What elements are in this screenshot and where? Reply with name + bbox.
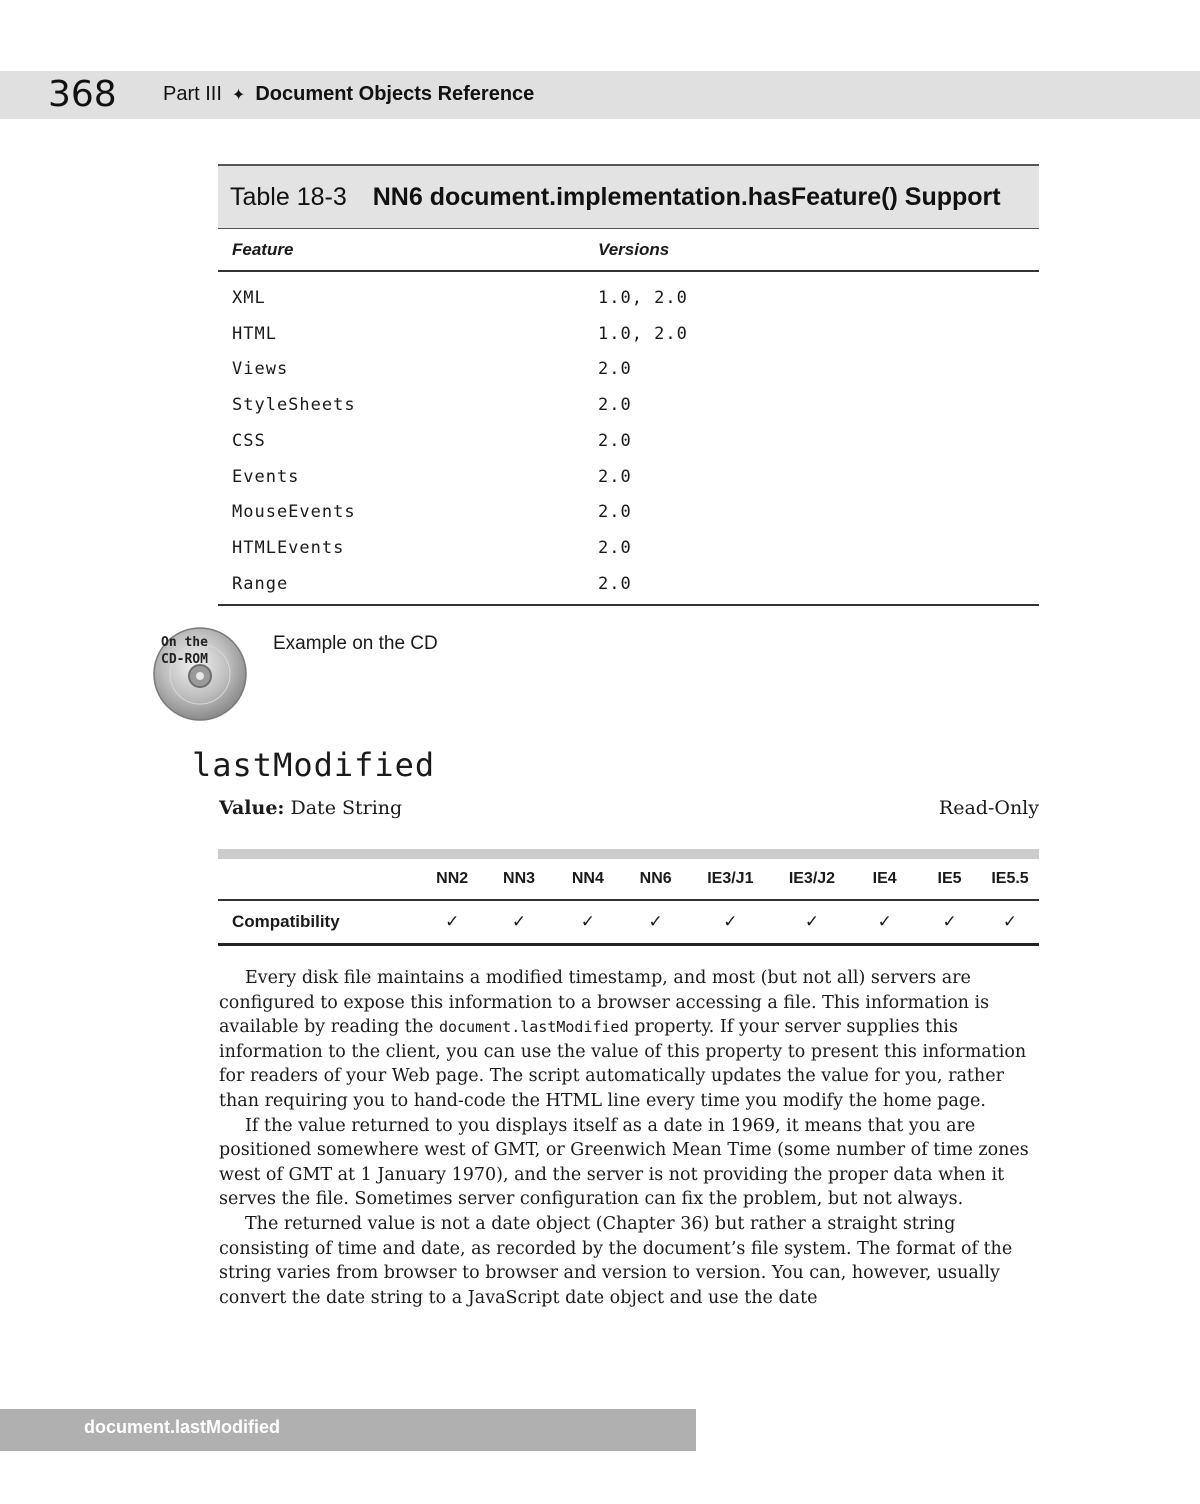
compat-data-row bbox=[218, 901, 1039, 946]
check-icon: ✓ bbox=[723, 912, 738, 931]
cd-icon-text-line2: CD-ROM bbox=[161, 652, 208, 667]
check-icon: ✓ bbox=[804, 912, 820, 931]
feature-cell: HTMLEvents bbox=[232, 538, 345, 559]
cd-rom-icon bbox=[152, 626, 248, 722]
body-text bbox=[219, 966, 1039, 1310]
table-title: NN6 document.implementation.hasFeature() Support bbox=[372, 182, 1001, 211]
check-icon: ✓ bbox=[580, 912, 595, 931]
section-title: Document Objects Reference bbox=[255, 83, 535, 105]
column-header-feature: Feature bbox=[232, 239, 294, 259]
versions-cell: 2.0 bbox=[598, 573, 632, 594]
versions-cell: 2.0 bbox=[598, 430, 632, 451]
browser-header: NN6 bbox=[639, 870, 672, 887]
browser-header: IE4 bbox=[872, 870, 897, 887]
feature-cell: StyleSheets bbox=[232, 395, 356, 416]
value-label: Value: bbox=[219, 797, 285, 819]
table-row bbox=[218, 423, 1039, 459]
compat-row-label: Compatibility bbox=[232, 912, 340, 931]
table-row bbox=[218, 459, 1039, 495]
browser-header: IE3/J2 bbox=[788, 870, 836, 887]
versions-cell: 2.0 bbox=[598, 395, 632, 416]
table-body bbox=[218, 272, 1039, 606]
versions-cell: 1.0, 2.0 bbox=[598, 323, 688, 344]
table-row bbox=[218, 316, 1039, 352]
table-caption bbox=[218, 164, 1039, 229]
table-number: Table 18-3 bbox=[230, 182, 347, 211]
paragraph-3: The returned value is not a date object (Chapter 36) but rather a straight string consisting of time and date, as recorded by the document’s file system. The format of the string varies from browser to browser and version to version. You can, however, usually convert the date string to a JavaScript date object and use the date bbox=[219, 1213, 1013, 1308]
p1-text-end: property. If your server supplies this information to the client, you can use the value of this property to present this information for readers of your Web page. The script automatically updates the value for you, rather than requiring you to hand-code the HTML line every time you modify the home page. bbox=[219, 1017, 1027, 1111]
table-header-row bbox=[218, 229, 1039, 272]
table-row bbox=[218, 280, 1039, 316]
check-icon: ✓ bbox=[942, 912, 957, 931]
paragraph-2: If the value returned to you displays itself as a date in 1969, it means that you are positioned somewhere west of GMT, or Greenwich Mean Time (some number of time zones west of GMT at 1 January 1970), and the server is not providing the proper data when it serves the file. Sometimes server configuration can fix the problem, but not always. bbox=[219, 1115, 1029, 1210]
part-label: Part III bbox=[163, 83, 222, 105]
feature-cell: Events bbox=[232, 466, 300, 487]
feature-cell: Range bbox=[232, 573, 289, 594]
browser-header: NN3 bbox=[503, 870, 536, 887]
feature-cell: Views bbox=[232, 359, 289, 380]
check-icon: ✓ bbox=[445, 912, 460, 931]
table-row bbox=[218, 495, 1039, 531]
feature-cell: HTML bbox=[232, 323, 277, 344]
value-line bbox=[219, 797, 402, 819]
browser-header: IE5 bbox=[937, 870, 962, 887]
browser-header: NN4 bbox=[571, 870, 604, 887]
inline-code: document.lastModified bbox=[438, 1018, 629, 1037]
access-mode: Read-Only bbox=[938, 797, 1039, 819]
versions-cell: 1.0, 2.0 bbox=[598, 287, 688, 308]
browser-header: IE3/J1 bbox=[707, 870, 754, 887]
table-row bbox=[218, 566, 1039, 602]
paragraph-1 bbox=[219, 966, 1039, 1114]
check-icon: ✓ bbox=[1002, 912, 1018, 931]
compat-top-bar bbox=[218, 849, 1039, 859]
feature-cell: CSS bbox=[232, 430, 266, 451]
footer-tab-label: document.lastModified bbox=[84, 1417, 281, 1437]
check-icon: ✓ bbox=[648, 912, 663, 931]
table-row bbox=[218, 352, 1039, 388]
browser-header: NN2 bbox=[436, 870, 469, 887]
value-type: Date String bbox=[290, 797, 403, 819]
check-icon: ✓ bbox=[877, 912, 892, 931]
column-header-versions: Versions bbox=[598, 239, 670, 259]
separator-icon: ✦ bbox=[231, 87, 246, 104]
table-row bbox=[218, 387, 1039, 423]
cd-icon-text-line1: On the bbox=[161, 635, 208, 650]
versions-cell: 2.0 bbox=[598, 538, 632, 559]
cd-example-label: Example on the CD bbox=[273, 633, 438, 654]
browser-header: IE5.5 bbox=[991, 870, 1029, 887]
property-heading: lastModified bbox=[192, 746, 436, 784]
versions-cell: 2.0 bbox=[598, 502, 632, 523]
table-row bbox=[218, 530, 1039, 566]
p1-text-start: Every disk file maintains a modified timestamp, and most (but not all) servers are configured to expose this information to a browser accessing a file. This information is available by reading the bbox=[219, 968, 990, 1038]
feature-table bbox=[218, 164, 1039, 606]
versions-cell: 2.0 bbox=[598, 466, 632, 487]
page-number: 368 bbox=[48, 74, 117, 115]
feature-cell: MouseEvents bbox=[232, 502, 356, 523]
compat-header-row bbox=[218, 859, 1039, 901]
versions-cell: 2.0 bbox=[598, 359, 632, 380]
feature-cell: XML bbox=[232, 287, 266, 308]
compatibility-table bbox=[218, 849, 1039, 946]
check-icon: ✓ bbox=[511, 912, 527, 931]
running-head bbox=[163, 79, 534, 111]
